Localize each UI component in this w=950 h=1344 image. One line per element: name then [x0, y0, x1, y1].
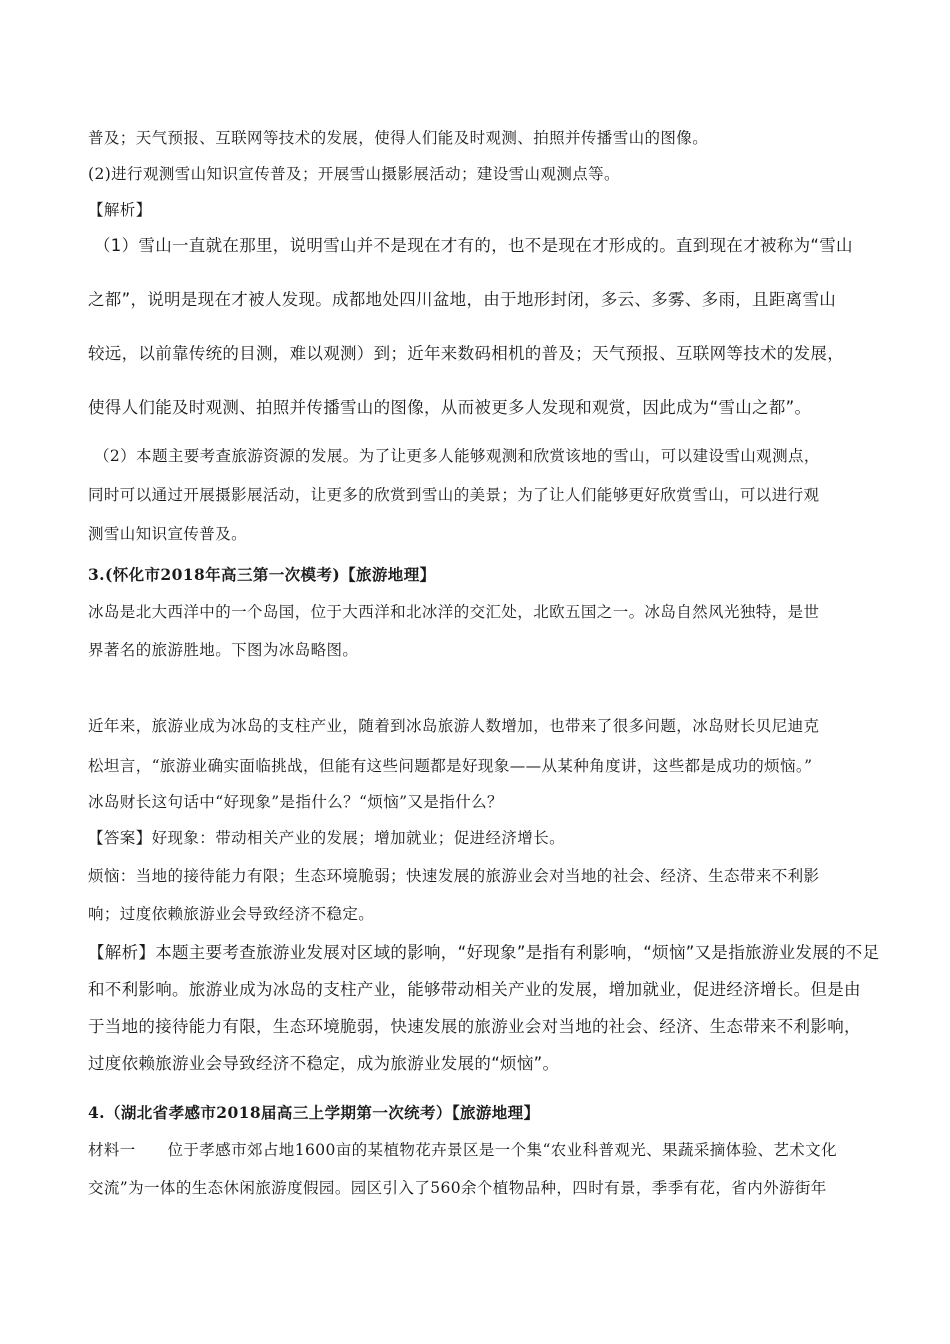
- question-4-material: 材料一 位于孝感市郊占地1600亩的某植物花卉景区是一个集“农业科普观光、果蔬采摘体验、艺术文化: [88, 1141, 837, 1159]
- question-3-analysis: 【解析】本题主要考查旅游业发展对区域的影响，“好现象”是指有利影响，“烦恼”又是指旅游业发展的不足: [88, 943, 880, 962]
- question-3-intro: 冰岛是北大西洋中的一个岛国，位于大西洋和北冰洋的交汇处，北欧五国之一。冰岛自然风光独特，是世: [88, 603, 820, 621]
- analysis-1-line: 较远，以前靠传统的目测，难以观测）到；近年来数码相机的普及；天气预报、互联网等技术的发展，: [88, 344, 844, 363]
- analysis-1-line: 使得人们能及时观测、拍照并传播雪山的图像，从而被更多人发现和观赏，因此成为“雪山之都”。: [88, 398, 812, 417]
- question-3-title: 3.(怀化市2018年高三第一次模考)【旅游地理】: [88, 565, 436, 584]
- analysis-heading: 【解析】: [88, 201, 152, 219]
- question-3-answer: 烦恼：当地的接待能力有限；生态环境脆弱；快速发展的旅游业会对当地的社会、经济、生态带来不利影: [88, 867, 820, 885]
- question-3-body: 冰岛财长这句话中“好现象”是指什么？“烦恼”又是指什么？: [88, 793, 503, 811]
- question-3-answer: 响；过度依赖旅游业会导致经济不稳定。: [88, 905, 375, 923]
- analysis-1-line: 之都”，说明是现在才被人发现。成都地处四川盆地，由于地形封闭，多云、多雾、多雨，且距离雪山: [88, 290, 837, 309]
- analysis-1-line: （1）雪山一直就在那里，说明雪山并不是现在才有的，也不是现在才形成的。直到现在才被称为“雪山: [94, 236, 853, 255]
- question-3-body: 松坦言，“旅游业确实面临挑战，但能有这些问题都是好现象——从某种角度讲，这些都是成功的烦恼。”: [88, 757, 813, 775]
- analysis-2-line: （2）本题主要考查旅游资源的发展。为了让更多人能够观测和欣赏该地的雪山，可以建设雪山观测点，: [94, 447, 820, 465]
- answer-continuation: 普及；天气预报、互联网等技术的发展，使得人们能及时观测、拍照并传播雪山的图像。: [88, 129, 709, 147]
- question-4-material: 交流”为一体的生态休闲旅游度假园。园区引入了560余个植物品种，四时有景，季季有花，省内外游街年: [88, 1179, 827, 1197]
- analysis-2-line: 同时可以通过开展摄影展活动，让更多的欣赏到雪山的美景；为了让人们能够更好欣赏雪山，可以进行观: [88, 486, 820, 504]
- question-4-title: 4.（湖北省孝感市2018届高三上学期第一次统考）【旅游地理】: [88, 1103, 540, 1122]
- question-3-analysis: 于当地的接待能力有限，生态环境脆弱，快速发展的旅游业会对当地的社会、经济、生态带来不利影响，: [88, 1017, 861, 1036]
- analysis-2-line: 测雪山知识宣传普及。: [88, 525, 248, 543]
- question-3-analysis: 过度依赖旅游业会导致经济不稳定，成为旅游业发展的“烦恼”。: [88, 1054, 560, 1073]
- question-3-intro: 界著名的旅游胜地。下图为冰岛略图。: [88, 641, 359, 659]
- question-3-analysis: 和不利影响。旅游业成为冰岛的支柱产业，能够带动相关产业的发展，增加就业，促进经济增长。但是由: [88, 980, 861, 999]
- question-3-body: 近年来，旅游业成为冰岛的支柱产业，随着到冰岛旅游人数增加，也带来了很多问题，冰岛财长贝尼迪克: [88, 717, 820, 735]
- question-3-answer: 【答案】好现象：带动相关产业的发展；增加就业；促进经济增长。: [88, 829, 566, 847]
- answer-part-2: (2)进行观测雪山知识宣传普及；开展雪山摄影展活动；建设雪山观测点等。: [88, 165, 620, 183]
